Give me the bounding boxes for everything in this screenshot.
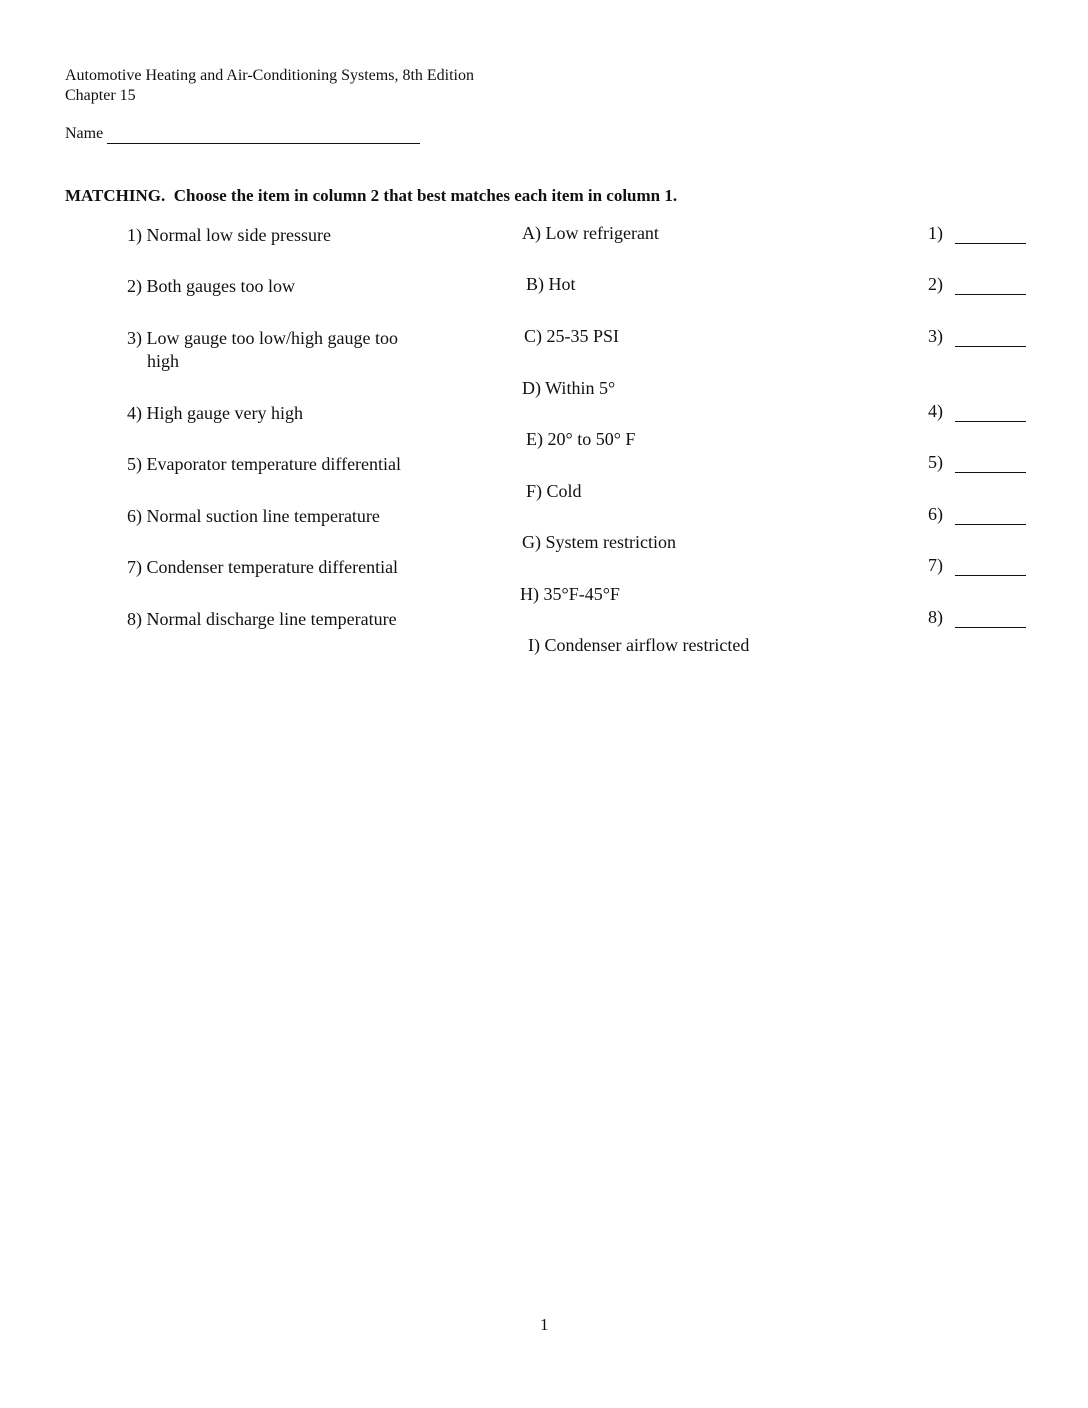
column1-item-5: 5) Evaporator temperature differential: [127, 454, 402, 474]
column1-item-8: 8) Normal discharge line temperature: [127, 609, 397, 629]
column2-item-a: A) Low refrigerant: [522, 223, 659, 243]
answer-blank[interactable]: [955, 294, 1026, 295]
column2-item-b: B) Hot: [526, 274, 576, 294]
page-number: 1: [540, 1315, 549, 1334]
column2-item-f: F) Cold: [526, 481, 582, 501]
answer-blank[interactable]: [955, 346, 1026, 347]
name-field[interactable]: [107, 143, 420, 144]
instructions-text: Choose the item in column 2 that best matches each item in column 1.: [173, 186, 678, 205]
column1-item-3: 3) Low gauge too low/high gauge too: [127, 328, 398, 348]
column2-item-h: H) 35°F-45°F: [520, 584, 620, 604]
column1-item-6: 6) Normal suction line temperature: [127, 506, 380, 526]
column1-item-4: 4) High gauge very high: [127, 403, 303, 423]
answer-number: 1): [928, 223, 943, 243]
answer-blank[interactable]: [955, 472, 1026, 473]
matching-instructions: [65, 186, 677, 206]
answer-number: 2): [928, 274, 943, 294]
answer-number: 6): [928, 504, 943, 524]
column1-item-2: 2) Both gauges too low: [127, 276, 295, 296]
answer-number: 8): [928, 607, 943, 627]
column1-item-3-cont: high: [147, 351, 180, 371]
answer-blank[interactable]: [955, 627, 1026, 628]
answer-blank[interactable]: [955, 524, 1026, 525]
answer-number: 3): [928, 326, 943, 346]
column2-item-e: E) 20° to 50° F: [526, 429, 636, 449]
instructions-label: MATCHING.: [65, 186, 166, 205]
answer-number: 7): [928, 555, 943, 575]
column2-item-d: D) Within 5°: [522, 378, 616, 398]
answer-blank[interactable]: [955, 421, 1026, 422]
answer-blank[interactable]: [955, 575, 1026, 576]
answer-number: 5): [928, 452, 943, 472]
column2-item-c: C) 25-35 PSI: [524, 326, 620, 346]
column1-item-7: 7) Condenser temperature differential: [127, 557, 399, 577]
answer-number: 4): [928, 401, 943, 421]
chapter-label: Chapter 15: [65, 87, 136, 104]
book-title: Automotive Heating and Air-Conditioning Systems, 8th Edition: [65, 67, 474, 84]
column2-item-i: I) Condenser airflow restricted: [528, 635, 750, 655]
column1-item-1: 1) Normal low side pressure: [127, 225, 331, 245]
answer-blank[interactable]: [955, 243, 1026, 244]
column2-item-g: G) System restriction: [522, 532, 676, 552]
name-label: Name: [65, 125, 104, 142]
